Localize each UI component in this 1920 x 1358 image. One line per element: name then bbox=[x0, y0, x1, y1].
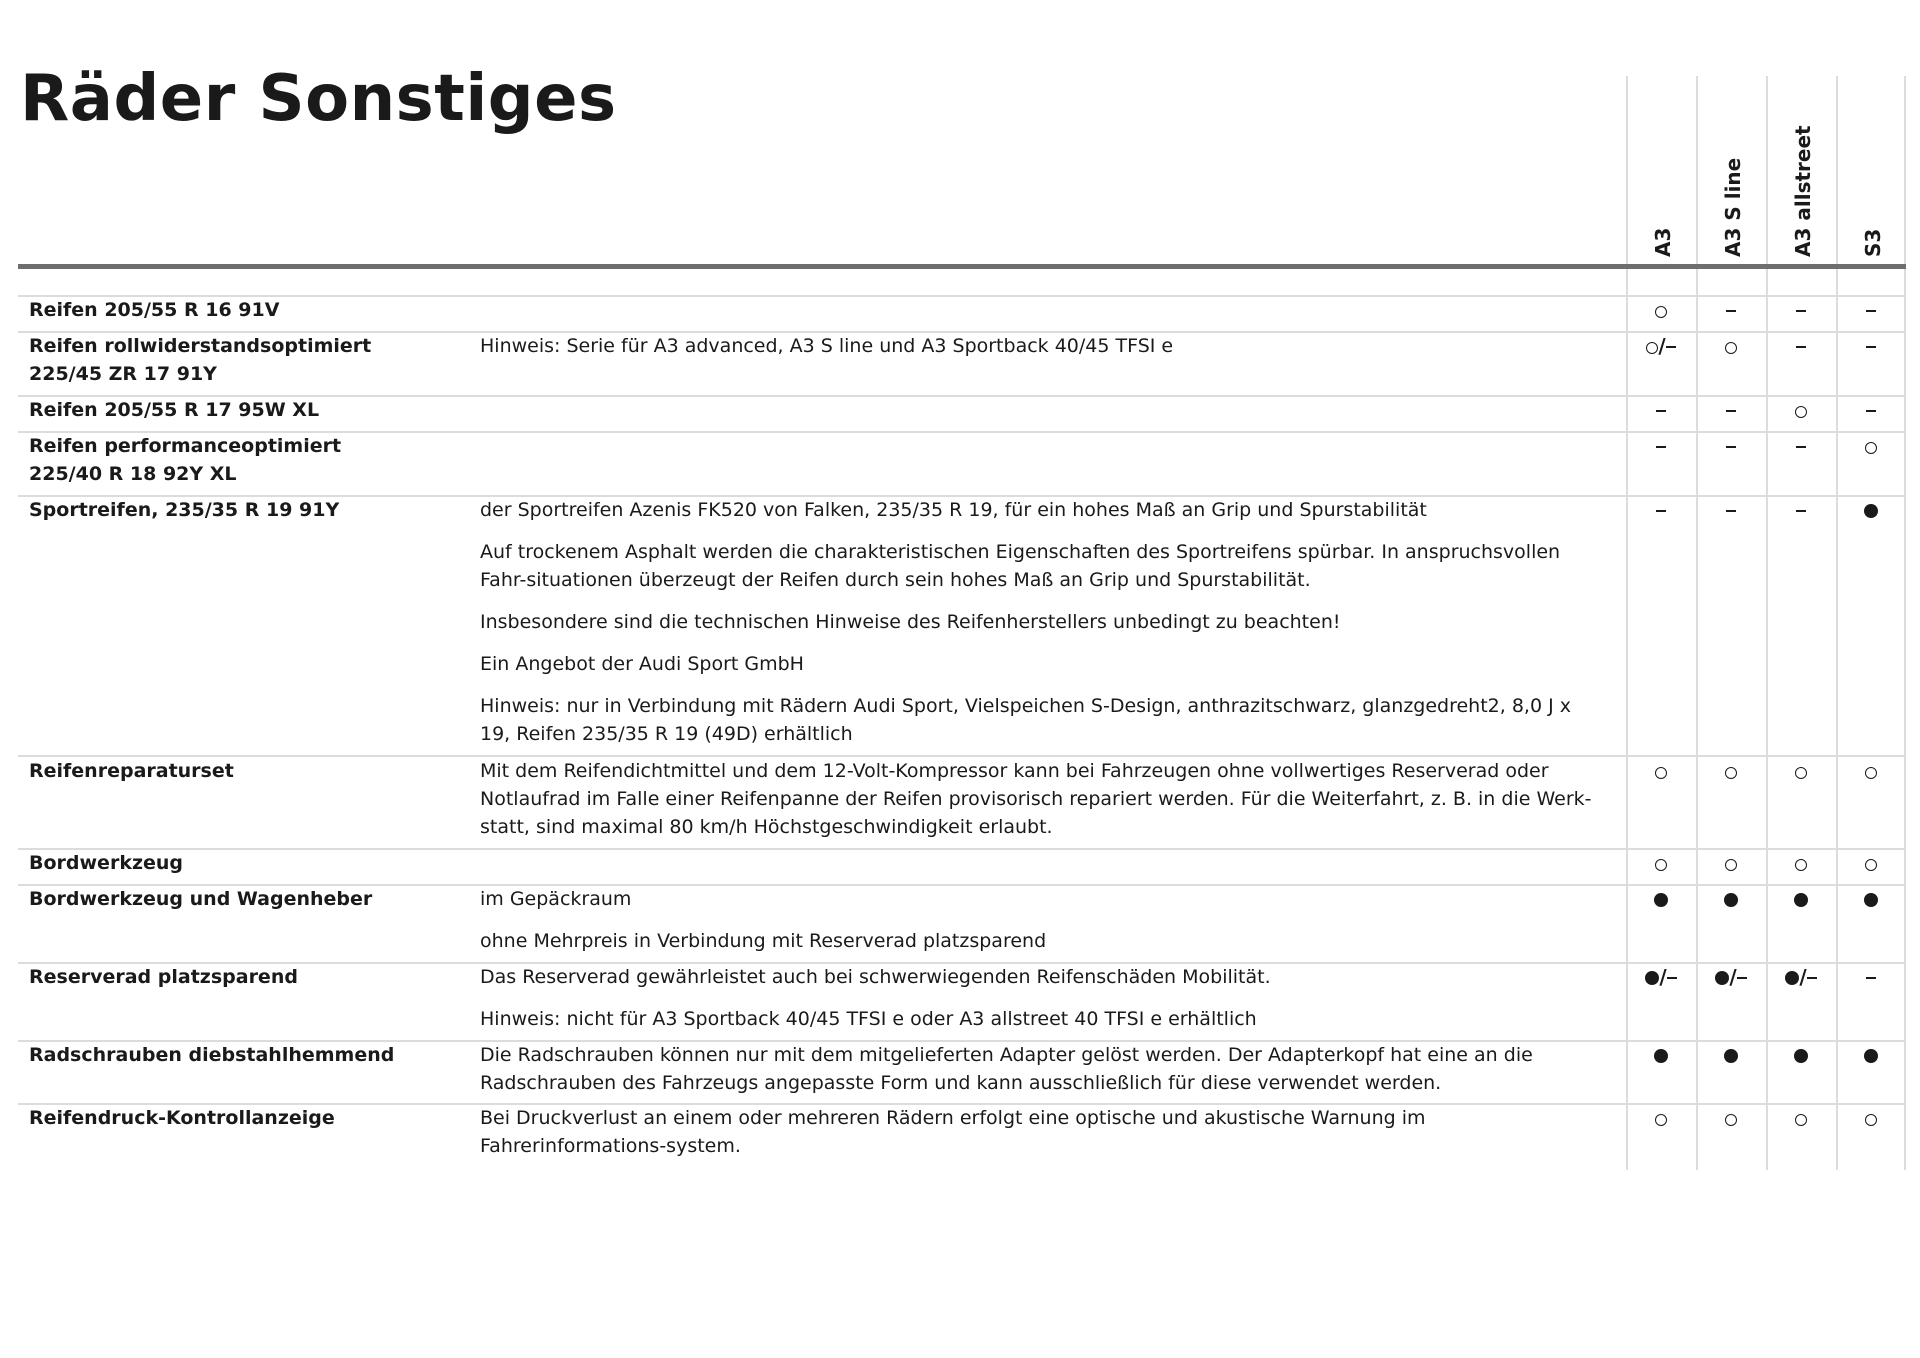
availability-mark-a3-s-line bbox=[1696, 1104, 1766, 1132]
availability-mark-a3-allstreet bbox=[1766, 432, 1836, 460]
feature-name: Reserverad platzsparend bbox=[29, 966, 298, 988]
availability-mark-a3-s-line bbox=[1696, 757, 1766, 785]
optional-circle-icon bbox=[1655, 859, 1667, 871]
note-text: Bei Druckverlust an einem oder mehreren Rädern erfolgt eine optische und akustische Warnung im Fahrerinformations-system. bbox=[480, 1107, 1426, 1157]
standard-filled-circle-icon bbox=[1654, 1049, 1668, 1063]
standard-filled-circle-icon bbox=[1864, 1049, 1878, 1063]
not-available-dash-icon bbox=[1667, 977, 1677, 979]
availability-mark-a3: / bbox=[1626, 963, 1696, 991]
availability-mark-a3-allstreet bbox=[1766, 849, 1836, 877]
availability-mark-a3-allstreet bbox=[1766, 757, 1836, 785]
optional-circle-icon bbox=[1655, 767, 1667, 779]
feature-notes bbox=[480, 332, 1600, 374]
feature-notes bbox=[480, 1104, 1600, 1174]
not-available-dash-icon bbox=[1656, 510, 1666, 512]
availability-mark-a3-s-line bbox=[1696, 496, 1766, 524]
not-available-dash-icon bbox=[1866, 977, 1876, 979]
note-text: Hinweis: nur in Verbindung mit Rädern Audi Sport, Vielspeichen S-Design, anthrazitschwarz, glanzgedreht2, 8,0 J x 19, Reifen 235/35 R 19 (49D) erhältlich bbox=[480, 695, 1571, 745]
availability-mark-s3 bbox=[1836, 1041, 1906, 1069]
availability-mark-a3-s-line bbox=[1696, 1041, 1766, 1069]
optional-circle-icon bbox=[1725, 767, 1737, 779]
availability-mark-a3-allstreet bbox=[1766, 396, 1836, 424]
note-text: Insbesondere sind die technischen Hinweise des Reifenherstellers unbedingt zu beachten! bbox=[480, 611, 1341, 633]
feature-name: Reifendruck-Kontrollanzeige bbox=[29, 1107, 335, 1129]
feature-notes bbox=[480, 885, 1600, 969]
optional-circle-icon bbox=[1725, 1114, 1737, 1126]
optional-circle-icon bbox=[1865, 859, 1877, 871]
feature-name: Reifen rollwiderstandsoptimiert 225/45 ZR 17 91Y bbox=[29, 335, 372, 385]
optional-circle-icon bbox=[1795, 406, 1807, 418]
availability-mark-a3-s-line bbox=[1696, 432, 1766, 460]
column-header-label: S3 bbox=[1861, 228, 1885, 257]
optional-circle-icon bbox=[1795, 1114, 1807, 1126]
availability-mark-a3-s-line: / bbox=[1696, 963, 1766, 991]
feature-name: Reifenreparaturset bbox=[29, 760, 234, 782]
column-header-a3 bbox=[1628, 75, 1698, 257]
availability-mark-a3-allstreet bbox=[1766, 885, 1836, 913]
not-available-dash-icon bbox=[1656, 410, 1666, 412]
not-available-dash-icon bbox=[1656, 446, 1666, 448]
standard-filled-circle-icon bbox=[1794, 1049, 1808, 1063]
not-available-dash-icon bbox=[1726, 310, 1736, 312]
feature-notes bbox=[480, 963, 1600, 1047]
not-available-dash-icon bbox=[1796, 446, 1806, 448]
availability-mark-a3-allstreet bbox=[1766, 496, 1836, 524]
feature-name: Reifen 205/55 R 16 91V bbox=[29, 299, 280, 321]
availability-mark-a3-allstreet bbox=[1766, 296, 1836, 324]
standard-filled-circle-icon bbox=[1724, 893, 1738, 907]
not-available-dash-icon bbox=[1807, 977, 1817, 979]
availability-mark-a3-allstreet bbox=[1766, 1041, 1836, 1069]
availability-mark-a3-s-line bbox=[1696, 296, 1766, 324]
column-header-label: A3 allstreet bbox=[1791, 125, 1815, 257]
feature-name: Reifen 205/55 R 17 95W XL bbox=[29, 399, 320, 421]
note-text: Das Reserverad gewährleistet auch bei schwerwiegenden Reifenschäden Mobilität. bbox=[480, 966, 1271, 988]
note-text: Auf trockenem Asphalt werden die charakteristischen Eigenschaften des Sportreifens spürbar. In anspruchsvollen Fahr-situationen überzeugt der Reifen durch sein hohes Maß an Grip und Spurstabilität. bbox=[480, 541, 1561, 591]
standard-filled-circle-icon bbox=[1794, 893, 1808, 907]
availability-mark-a3-allstreet bbox=[1766, 332, 1836, 360]
availability-mark-a3 bbox=[1626, 432, 1696, 460]
column-header-a3-s-line bbox=[1698, 75, 1768, 257]
feature-name: Bordwerkzeug bbox=[29, 852, 184, 874]
column-header-label: A3 bbox=[1651, 227, 1675, 257]
feature-name: Sportreifen, 235/35 R 19 91Y bbox=[29, 499, 340, 521]
availability-mark-a3-s-line bbox=[1696, 332, 1766, 360]
optional-circle-icon bbox=[1795, 767, 1807, 779]
note-text: der Sportreifen Azenis FK520 von Falken, 235/35 R 19, für ein hohes Maß an Grip und Spurstabilität bbox=[480, 499, 1427, 521]
availability-mark-a3 bbox=[1626, 885, 1696, 913]
availability-mark-s3 bbox=[1836, 757, 1906, 785]
note-text: Ein Angebot der Audi Sport GmbH bbox=[480, 653, 804, 675]
optional-circle-icon bbox=[1655, 1114, 1667, 1126]
not-available-dash-icon bbox=[1726, 510, 1736, 512]
availability-mark-s3 bbox=[1836, 296, 1906, 324]
availability-mark-a3-allstreet: / bbox=[1766, 963, 1836, 991]
availability-mark-s3 bbox=[1836, 849, 1906, 877]
availability-mark-a3 bbox=[1626, 396, 1696, 424]
standard-filled-circle-icon bbox=[1864, 893, 1878, 907]
standard-filled-circle-icon bbox=[1864, 504, 1878, 518]
note-text: Hinweis: Serie für A3 advanced, A3 S line und A3 Sportback 40/45 TFSI e bbox=[480, 335, 1174, 357]
feature-notes bbox=[480, 757, 1600, 855]
availability-mark-a3 bbox=[1626, 496, 1696, 524]
availability-mark-a3 bbox=[1626, 296, 1696, 324]
note-text: Mit dem Reifendichtmittel und dem 12-Volt-Kompressor kann bei Fahrzeugen ohne vollwertiges Reserverad oder Notlaufrad im Falle einer Reifenpanne der Reifen provisorisch repariert werden. Für die Weiterfahrt, z. B. in die Werk-statt, sind maximal 80 km/h Höchstgeschwindigkeit erlaubt. bbox=[480, 760, 1592, 838]
availability-mark-a3-s-line bbox=[1696, 849, 1766, 877]
not-available-dash-icon bbox=[1737, 977, 1747, 979]
note-text: ohne Mehrpreis in Verbindung mit Reserverad platzsparend bbox=[480, 930, 1047, 952]
optional-circle-icon bbox=[1865, 1114, 1877, 1126]
header-rule bbox=[18, 264, 1906, 269]
availability-mark-a3-s-line bbox=[1696, 885, 1766, 913]
standard-filled-circle-icon bbox=[1724, 1049, 1738, 1063]
not-available-dash-icon bbox=[1796, 510, 1806, 512]
standard-filled-circle-icon bbox=[1654, 893, 1668, 907]
standard-filled-circle-icon bbox=[1715, 971, 1729, 985]
not-available-dash-icon bbox=[1796, 310, 1806, 312]
availability-mark-s3 bbox=[1836, 963, 1906, 991]
not-available-dash-icon bbox=[1866, 346, 1876, 348]
not-available-dash-icon bbox=[1726, 410, 1736, 412]
not-available-dash-icon bbox=[1726, 446, 1736, 448]
feature-notes bbox=[480, 496, 1600, 762]
availability-mark-s3 bbox=[1836, 332, 1906, 360]
feature-notes bbox=[480, 1041, 1600, 1111]
not-available-dash-icon bbox=[1666, 346, 1676, 348]
column-header-label: A3 S line bbox=[1721, 157, 1745, 257]
page-title: Räder Sonstiges bbox=[20, 62, 617, 136]
standard-filled-circle-icon bbox=[1645, 971, 1659, 985]
availability-mark-a3 bbox=[1626, 849, 1696, 877]
optional-circle-icon bbox=[1865, 442, 1877, 454]
availability-mark-s3 bbox=[1836, 1104, 1906, 1132]
not-available-dash-icon bbox=[1866, 410, 1876, 412]
feature-name: Radschrauben diebstahlhemmend bbox=[29, 1044, 395, 1066]
column-header-s3 bbox=[1838, 75, 1908, 257]
availability-mark-s3 bbox=[1836, 432, 1906, 460]
optional-circle-icon bbox=[1865, 767, 1877, 779]
note-text: Hinweis: nicht für A3 Sportback 40/45 TFSI e oder A3 allstreet 40 TFSI e erhältlich bbox=[480, 1008, 1257, 1030]
availability-mark-a3 bbox=[1626, 757, 1696, 785]
feature-name: Reifen performanceoptimiert 225/40 R 18 92Y XL bbox=[29, 435, 342, 485]
feature-name: Bordwerkzeug und Wagenheber bbox=[29, 888, 373, 910]
optional-circle-icon bbox=[1655, 306, 1667, 318]
availability-mark-s3 bbox=[1836, 496, 1906, 524]
optional-circle-icon bbox=[1646, 342, 1658, 354]
optional-circle-icon bbox=[1725, 859, 1737, 871]
availability-mark-a3 bbox=[1626, 1041, 1696, 1069]
not-available-dash-icon bbox=[1866, 310, 1876, 312]
standard-filled-circle-icon bbox=[1785, 971, 1799, 985]
availability-mark-s3 bbox=[1836, 396, 1906, 424]
optional-circle-icon bbox=[1725, 342, 1737, 354]
column-header-a3-allstreet bbox=[1768, 75, 1838, 257]
availability-mark-a3-s-line bbox=[1696, 396, 1766, 424]
availability-mark-s3 bbox=[1836, 885, 1906, 913]
availability-mark-a3-allstreet bbox=[1766, 1104, 1836, 1132]
optional-circle-icon bbox=[1795, 859, 1807, 871]
availability-mark-a3 bbox=[1626, 1104, 1696, 1132]
not-available-dash-icon bbox=[1796, 346, 1806, 348]
note-text: Die Radschrauben können nur mit dem mitgelieferten Adapter gelöst werden. Der Adapterkopf hat eine an die Radschrauben des Fahrzeugs angepasste Form und kann ausschließlich für diese verwendet werden. bbox=[480, 1044, 1533, 1094]
note-text: im Gepäckraum bbox=[480, 888, 632, 910]
availability-mark-a3: / bbox=[1626, 332, 1696, 360]
